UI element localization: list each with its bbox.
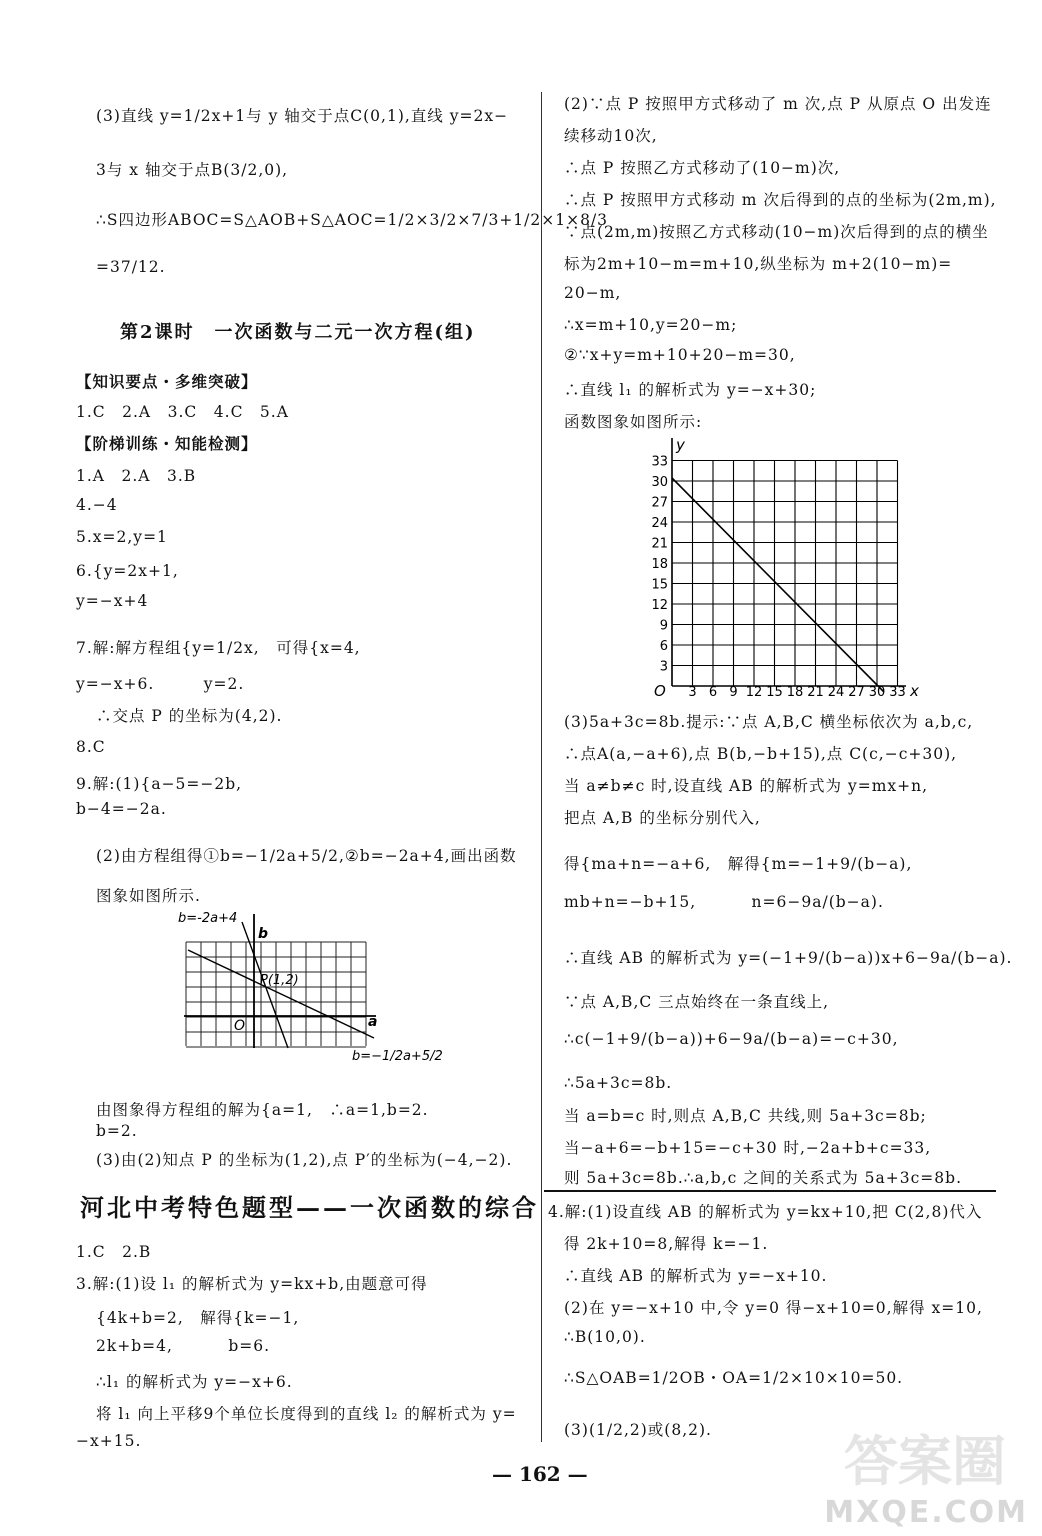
right-line-27: ∴直线 AB 的解析式为 y=−x+10. bbox=[564, 1267, 828, 1285]
y-tick-label: 9 bbox=[659, 618, 668, 634]
q7-line-b: y=−x+6. y=2. bbox=[76, 675, 245, 693]
answer-6b: y=−x+4 bbox=[76, 592, 149, 610]
q3-line-f: −x+15. bbox=[76, 1432, 142, 1450]
left-line-2: 3与 x 轴交于点B(3/2,0), bbox=[96, 161, 289, 179]
q3-line-a: 3.解:(1)设 l₁ 的解析式为 y=kx+b,由题意可得 bbox=[76, 1275, 428, 1293]
q8: 8.C bbox=[76, 738, 106, 756]
right-line-1: (2)∵点 P 按照甲方式移动了 m 次,点 P 从原点 O 出发连 bbox=[564, 95, 992, 113]
answers-knowledge: 1.C 2.A 3.C 4.C 5.A bbox=[76, 403, 289, 421]
q9-line-f: b=2. bbox=[96, 1122, 138, 1140]
graph1-bottom-label: b=−1/2a+5/2 bbox=[352, 1049, 443, 1064]
y-tick-label: 21 bbox=[651, 536, 668, 552]
y-tick-label: 24 bbox=[651, 516, 668, 531]
right-line-15: 把点 A,B 的坐标分别代入, bbox=[564, 809, 761, 827]
x-tick-label: 33 bbox=[889, 685, 906, 700]
x-tick-label: 3 bbox=[688, 685, 697, 700]
x-tick-label: 24 bbox=[827, 685, 845, 700]
page-number-value: 162 bbox=[518, 1462, 561, 1486]
answer-4: 4.−4 bbox=[76, 496, 118, 514]
right-line-7: 20−m, bbox=[564, 284, 622, 302]
right-line-4: ∴点 P 按照甲方式移动 m 次后得到的点的坐标为(2m,m), bbox=[564, 191, 997, 209]
right-line-3: ∴点 P 按照乙方式移动了(10−m)次, bbox=[564, 159, 841, 177]
right-line-17: mb+n=−b+15, n=6−9a/(b−a). bbox=[564, 893, 884, 911]
graph1-point-p: P(1,2) bbox=[260, 973, 299, 988]
lesson-title: 第2课时 一次函数与二元一次方程(组) bbox=[120, 322, 476, 343]
right-line-5: ∵点(2m,m)按照乙方式移动(10−m)次后得到的点的横坐 bbox=[564, 223, 989, 241]
q3-line-d: ∴l₁ 的解析式为 y=−x+6. bbox=[96, 1373, 293, 1391]
graph-equation-system bbox=[176, 908, 466, 1078]
y-tick-label: 6 bbox=[659, 639, 668, 654]
left-line-4: =37/12. bbox=[96, 258, 166, 276]
right-line-19: ∵点 A,B,C 三点始终在一条直线上, bbox=[564, 993, 830, 1011]
x-tick-label: 21 bbox=[807, 685, 824, 700]
y-tick-label: 27 bbox=[651, 495, 668, 511]
y-tick-label: 15 bbox=[651, 577, 668, 593]
page-number: — 162 — bbox=[492, 1462, 588, 1486]
y-tick-label: 12 bbox=[651, 598, 668, 613]
q7-line-a: 7.解:解方程组{y=1/2x, 可得{x=4, bbox=[76, 639, 361, 657]
right-line-21: ∴5a+3c=8b. bbox=[564, 1074, 673, 1092]
x-tick-label: 6 bbox=[708, 685, 718, 700]
right-line-20: ∴c(−1+9/(b−a))+6−9a/(b−a)=−c+30, bbox=[564, 1030, 899, 1048]
watermark-logo: 答案圈 bbox=[844, 1429, 1006, 1493]
x-tick-label: 12 bbox=[745, 685, 763, 700]
right-line-2: 续移动10次, bbox=[564, 127, 658, 145]
y-tick-label: 30 bbox=[651, 475, 668, 490]
right-line-28: (2)在 y=−x+10 中,令 y=0 得−x+10=0,解得 x=10, bbox=[564, 1299, 983, 1317]
section-heading-training: 【阶梯训练・知能检测】 bbox=[76, 434, 258, 453]
right-line-18: ∴直线 AB 的解析式为 y=(−1+9/(b−a))x+6−9a/(b−a). bbox=[564, 949, 1013, 967]
graph-line-l1 bbox=[640, 434, 930, 706]
right-line-24: 则 5a+3c=8b.∴a,b,c 之间的关系式为 5a+3c=8b. bbox=[564, 1169, 963, 1187]
right-line-9: ②∵x+y=m+10+20−m=30, bbox=[564, 346, 796, 364]
graph1-origin: O bbox=[234, 1018, 246, 1034]
x-tick-label: 9 bbox=[729, 685, 738, 700]
right-line-14: 当 a≠b≠c 时,设直线 AB 的解析式为 y=mx+n, bbox=[564, 777, 929, 795]
q9-line-b: b−4=−2a. bbox=[76, 800, 167, 818]
x-tick-label: 27 bbox=[848, 685, 865, 700]
q9-line-c: (2)由方程组得①b=−1/2a+5/2,②b=−2a+4,画出函数 bbox=[96, 847, 517, 865]
x-tick-label: 15 bbox=[766, 685, 783, 700]
right-line-13: ∴点A(a,−a+6),点 B(b,−b+15),点 C(c,−c+30), bbox=[564, 745, 958, 763]
section-heading-knowledge: 【知识要点・多维突破】 bbox=[76, 372, 258, 391]
right-line-31: (3)(1/2,2)或(8,2). bbox=[564, 1421, 712, 1439]
left-line-3: ∴S四边形ABOC=S△AOB+S△AOC=1/2×3/2×7/3+1/2×1×8/3 bbox=[96, 211, 609, 229]
q3-line-e: 将 l₁ 向上平移9个单位长度得到的直线 l₂ 的解析式为 y= bbox=[96, 1405, 517, 1423]
left-line-1: (3)直线 y=1/2x+1与 y 轴交于点C(0,1),直线 y=2x− bbox=[96, 107, 509, 125]
q3-line-b: {4k+b=2, 解得{k=−1, bbox=[96, 1309, 300, 1327]
right-line-11: 函数图象如图所示: bbox=[564, 413, 703, 431]
right-separator bbox=[544, 1190, 996, 1192]
q3-line-c: 2k+b=4, b=6. bbox=[96, 1337, 271, 1355]
y-tick-label: 33 bbox=[651, 454, 668, 470]
q9-line-d: 图象如图所示. bbox=[96, 887, 201, 905]
q7-line-c: ∴交点 P 的坐标为(4,2). bbox=[96, 707, 283, 725]
line-y-minus-x-plus-30 bbox=[672, 478, 884, 692]
right-line-12: (3)5a+3c=8b.提示:∵点 A,B,C 横坐标依次为 a,b,c, bbox=[564, 713, 974, 731]
graph1-top-label: b=-2a+4 bbox=[178, 911, 238, 926]
right-line-29: ∴B(10,0). bbox=[564, 1328, 646, 1346]
y-tick-label: 3 bbox=[659, 659, 668, 675]
answer-6a: 6.{y=2x+1, bbox=[76, 562, 179, 580]
graph2-y-label: y bbox=[676, 436, 685, 454]
answers-training: 1.A 2.A 3.B bbox=[76, 467, 197, 485]
right-line-23: 当−a+6=−b+15=−c+30 时,−2a+b+c=33, bbox=[564, 1139, 932, 1157]
answers-special: 1.C 2.B bbox=[76, 1243, 152, 1261]
right-line-30: ∴S△OAB=1/2OB・OA=1/2×10×10=50. bbox=[564, 1369, 904, 1387]
right-line-16: 得{ma+n=−a+6, 解得{m=−1+9/(b−a), bbox=[564, 855, 913, 873]
graph1-a-label: a bbox=[368, 1014, 378, 1030]
q9-line-e: 由图象得方程组的解为{a=1, ∴a=1,b=2. bbox=[96, 1101, 429, 1119]
right-line-8: ∴x=m+10,y=20−m; bbox=[564, 316, 738, 334]
right-line-6: 标为2m+10−m=m+10,纵坐标为 m+2(10−m)= bbox=[564, 255, 953, 273]
special-topic-title: 河北中考特色题型——一次函数的综合 bbox=[80, 1193, 539, 1222]
column-divider bbox=[541, 92, 542, 1442]
right-line-25: 4.解:(1)设直线 AB 的解析式为 y=kx+10,把 C(2,8)代入 bbox=[548, 1203, 983, 1221]
watermark-text: MXQE.COM bbox=[824, 1495, 1028, 1530]
right-line-22: 当 a=b=c 时,则点 A,B,C 共线,则 5a+3c=8b; bbox=[564, 1107, 927, 1125]
right-line-26: 得 2k+10=8,解得 k=−1. bbox=[564, 1235, 769, 1253]
graph2-x-label: x bbox=[910, 682, 919, 700]
q9-line-g: (3)由(2)知点 P 的坐标为(1,2),点 P′的坐标为(−4,−2). bbox=[96, 1151, 513, 1169]
x-tick-label: 18 bbox=[786, 685, 804, 700]
q9-line-a: 9.解:(1){a−5=−2b, bbox=[76, 775, 243, 793]
x-tick-label: 30 bbox=[868, 685, 886, 700]
graph1-b-label: b bbox=[258, 926, 269, 942]
graph2-origin: O bbox=[654, 682, 666, 700]
answer-5: 5.x=2,y=1 bbox=[76, 528, 168, 546]
right-line-10: ∴直线 l₁ 的解析式为 y=−x+30; bbox=[564, 381, 817, 399]
y-tick-label: 18 bbox=[651, 557, 668, 572]
